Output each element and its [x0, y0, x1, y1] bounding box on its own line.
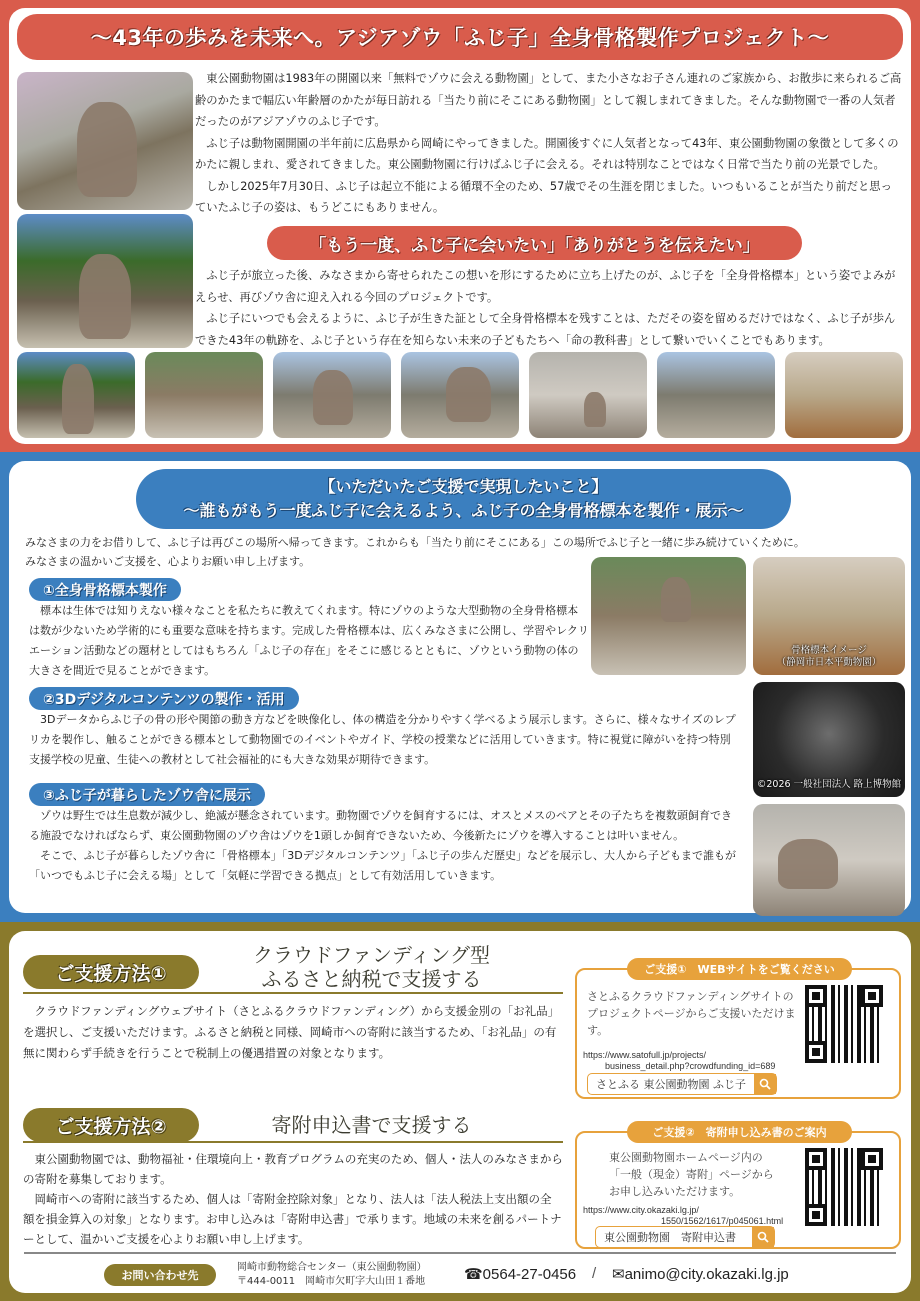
project-text — [195, 265, 903, 351]
section-goals — [0, 452, 920, 922]
skeleton-caption-line-1: 骨格標本イメージ — [791, 645, 867, 656]
donation-form-box-header: ご支援② 寄附申し込み書のご案内 — [627, 1121, 852, 1143]
intro-paragraph-3: しかし2025年7月30日、ふじ子は起立不能による循環不全のため、57歳でその生涯を閉じました。いつもいることが当たり前だと思っていたふじ子の姿は、もうどこにもありません。 — [195, 179, 892, 214]
photo-fujiko-cherry-blossoms — [17, 72, 193, 210]
intro-paragraph-2: ふじ子は動物園開園の半年前に広島県から岡崎にやってきました。開園後すぐに人気者となって43年、東公園動物園の象徴として多くのかたに親しまれ、愛されてきました。東公園動物園に行けばふじ子に会える。それは特別なことではなく日常で当たり前の光景でした。 — [195, 136, 899, 171]
contact-label: お問い合わせ先 — [104, 1264, 216, 1286]
goals-heading — [136, 469, 791, 529]
method-2-paragraph-2: 岡崎市への寄附に該当するため、個人は「寄附金控除対象」となり、法人は「法人税法上支出額の全額を損金算入の対象」となります。お申し込みは「寄附申込書」で承ります。地域の未来を創るパートナーとして、温かいご支援を心よりお願い申し上げます。 — [23, 1192, 562, 1246]
satofull-search-text: さとふる 東公園動物園 ふじ子 — [596, 1078, 746, 1091]
method-2-title: 寄附申込書で支援する — [271, 1113, 472, 1137]
page-title: ～43年の歩みを未来へ。アジアゾウ「ふじ子」全身骨格製作プロジェクト～ — [17, 14, 903, 60]
contact-org: 岡崎市動物総合センター（東公園動物園） — [237, 1262, 427, 1273]
goal-1-text — [29, 601, 589, 681]
goal-3-text — [29, 806, 741, 886]
search-icon[interactable] — [754, 1074, 776, 1094]
method-1-title-line-1: クラウドファンディング型 — [253, 943, 490, 967]
contact-email[interactable]: ✉animo@city.okazaki.lg.jp — [612, 1266, 789, 1283]
goal-2-paragraph: 3Dデータからふじ子の骨の形や関節の動き方などを映像化し、体の構造を分かりやすく学べるよう展示します。さらに、様々なサイズのレプリカを製作し、触ることができる標本として動物園でのイベントやガイド、学校の授業などに活用していきます。特に視覚に障がいを持つ特別支援学校の児童、生徒への教材として社会福祉的にも大きな効果が期待できます。 — [29, 713, 736, 766]
donation-form-text-line-2: 「一般（現金）寄附」ページから — [609, 1168, 774, 1181]
contact-address — [237, 1261, 427, 1289]
skeleton-caption — [753, 645, 905, 669]
method-1-title — [224, 943, 519, 991]
intro-text — [195, 68, 903, 219]
method-2-paragraph-1: 東公園動物園では、動物福祉・住環境向上・教育プログラムの充実のため、個人・法人のみなさまからの寄附を募集しております。 — [23, 1152, 563, 1186]
photo-visitors-at-elephant-house — [591, 557, 746, 675]
goal-3-paragraph-2: そこで、ふじ子が暮らしたゾウ舎に「骨格標本」「3Dデジタルコンテンツ」「ふじ子の歩んだ歴史」などを展示し、大人から子どもまで誰もが「いつでもふじ子に会える場」として「気軽に学習できる拠点」として有効活用していきます。 — [29, 849, 737, 882]
goal-1-label: ①全身骨格標本製作 — [29, 578, 181, 601]
search-icon[interactable] — [752, 1227, 774, 1247]
method-1-title-line-2: ふるさと納税で支援する — [261, 967, 482, 991]
satofull-url-line-2: business_detail.php?crowdfunding_id=689 — [605, 1061, 776, 1071]
photo-fujiko-outdoor — [17, 214, 193, 348]
photo-exhibit-concept — [753, 804, 905, 916]
goals-lead-line-1: みなさまの力をお借りして、ふじ子は再びこの場所へ帰ってきます。これからも「当たり前にそこにある」この場所でふじ子と一緒に歩み続けていくために。 — [25, 536, 805, 549]
satofull-qr-code[interactable] — [802, 982, 886, 1066]
method-1-label: ご支援方法① — [23, 955, 199, 989]
satofull-search-box[interactable] — [587, 1073, 777, 1095]
goals-lead-line-2: みなさまの温かいご支援を、心よりお願い申し上げます。 — [25, 555, 311, 568]
project-paragraph-2: ふじ子にいつでも会えるように、ふじ子が生きた証として全身骨格標本を残すことは、ただその姿を留めるだけではなく、ふじ子が歩んできた43年の軌跡を、ふじ子という存在を知らない未来の子どもたちへ「命の教科書」として繋いでいくことでもあります。 — [195, 312, 896, 347]
skeleton-caption-line-2: （静岡市日本平動物園） — [776, 657, 882, 668]
contact-separator: / — [592, 1265, 597, 1282]
okazaki-url-line-2: 1550/1562/1617/p045061.html — [661, 1216, 784, 1226]
okazaki-qr-code[interactable] — [802, 1145, 886, 1229]
web-support-text: さとふるクラウドファンディングサイトのプロジェクトページからご支援いただけます。 — [587, 990, 796, 1037]
support-card — [9, 931, 911, 1293]
project-paragraph-1: ふじ子が旅立った後、みなさまから寄せられたこの想いを形にするために立ち上げたのが、ふじ子を「全身骨格標本」という姿でよみがえらせ、再びゾウ舎に迎え入れる今回のプロジェクトです。 — [195, 269, 896, 304]
goal-2-label: ②3Dデジタルコンテンツの製作・活用 — [29, 687, 299, 710]
donation-form-text-line-3: お申し込みいただけます。 — [609, 1185, 741, 1198]
method-1-paragraph: クラウドファンディングウェブサイト（さとふるクラウドファンディング）から支援金別の「お礼品」を選択し、ご支援いただけます。ふるさと納税と同様、岡崎市への寄附に該当するため、「お礼品」の有無に関わらず手続きを行うことで税制上の優遇措置の対象となります。 — [23, 1004, 560, 1060]
okazaki-search-text: 東公園動物園 寄附申込書 — [604, 1231, 736, 1244]
web-support-box — [575, 963, 901, 1099]
donation-form-box — [575, 1126, 901, 1249]
strip-photo-1 — [17, 352, 135, 438]
photo-skeleton-sample — [753, 557, 905, 675]
satofull-url-line-1: https://www.satofull.jp/projects/ — [583, 1050, 707, 1060]
copyright-caption: ©2026 一般社団法人 路上博物館 — [756, 779, 902, 790]
goals-heading-line-2: ～誰もがもう一度ふじ子に会えるよう、ふじ子の全身骨格標本を製作・展示～ — [183, 501, 744, 520]
goal-2-text — [29, 710, 741, 770]
history-card — [9, 8, 911, 444]
goal-3-paragraph-1: ゾウは野生では生息数が減少し、絶滅が懸念されています。動物園でゾウを飼育するには、オスとメスのペアとその子たちを複数頭飼育できる施設でなければならず、東公園動物園のゾウ舎はゾウを1頭しか飼育できないため、今後新たにゾウを導入することは叶いません。 — [29, 809, 733, 842]
method-2-label: ご支援方法② — [23, 1108, 199, 1142]
donation-form-text-line-1: 東公園動物園ホームページ内の — [609, 1151, 763, 1164]
goal-1-paragraph: 標本は生体では知りえない様々なことを私たちに教えてくれます。特にゾウのような大型動物の全身骨格標本は数が少ないため学術的にも重要な意味を持ちます。完成した骨格標本は、広くみなさまに公開し、学習やレクリエーション活動などの題材としてはもちろん「ふじ子の存在」をそこに感じるとともに、ゾウという動物の体の大きさを間近で見ることができます。 — [29, 604, 589, 677]
intro-paragraph-1: 東公園動物園は1983年の開園以来「無料でゾウに会える動物園」として、また小さなお子さん連れのご家族から、お散歩に来られるご高齢のかたまで幅広い年齢層のかたが毎日訪れる「当たり前にそこにある動物園」として親しまれてきました。そんな動物園で一番の人気者だったのがアジアゾウのふじ子です。 — [195, 72, 902, 128]
section-support-methods — [0, 922, 920, 1301]
strip-photo-2 — [145, 352, 263, 438]
footer-divider — [24, 1252, 896, 1254]
subtitle-banner: 「もう一度、ふじ子に会いたい」「ありがとうを伝えたい」 — [267, 226, 802, 260]
okazaki-search-box[interactable] — [595, 1226, 775, 1248]
donation-form-text — [609, 1149, 809, 1200]
contact-phone[interactable]: ☎0564-27-0456 — [464, 1266, 577, 1283]
method-1-text — [23, 1001, 563, 1064]
strip-photo-7 — [785, 352, 903, 438]
strip-photo-3 — [273, 352, 391, 438]
method-2-divider — [23, 1141, 563, 1143]
photo-3d-skeleton-render — [753, 682, 905, 797]
satofull-url[interactable] — [583, 1050, 775, 1072]
goals-heading-line-1: 【いただいたご支援で実現したいこと】 — [319, 477, 608, 496]
method-2-text — [23, 1149, 563, 1249]
okazaki-url[interactable] — [583, 1205, 783, 1227]
strip-photo-5 — [529, 352, 647, 438]
contact-street-address: 〒444-0011 岡崎市欠町字大山田１番地 — [237, 1276, 426, 1287]
strip-photo-4 — [401, 352, 519, 438]
strip-photo-6 — [657, 352, 775, 438]
goals-card — [9, 461, 911, 913]
method-1-divider — [23, 992, 563, 994]
section-history — [0, 0, 920, 452]
web-support-box-header: ご支援① WEBサイトをご覧ください — [627, 958, 852, 980]
goal-3-label: ③ふじ子が暮らしたゾウ舎に展示 — [29, 783, 265, 806]
okazaki-url-line-1: https://www.city.okazaki.lg.jp/ — [583, 1205, 699, 1215]
